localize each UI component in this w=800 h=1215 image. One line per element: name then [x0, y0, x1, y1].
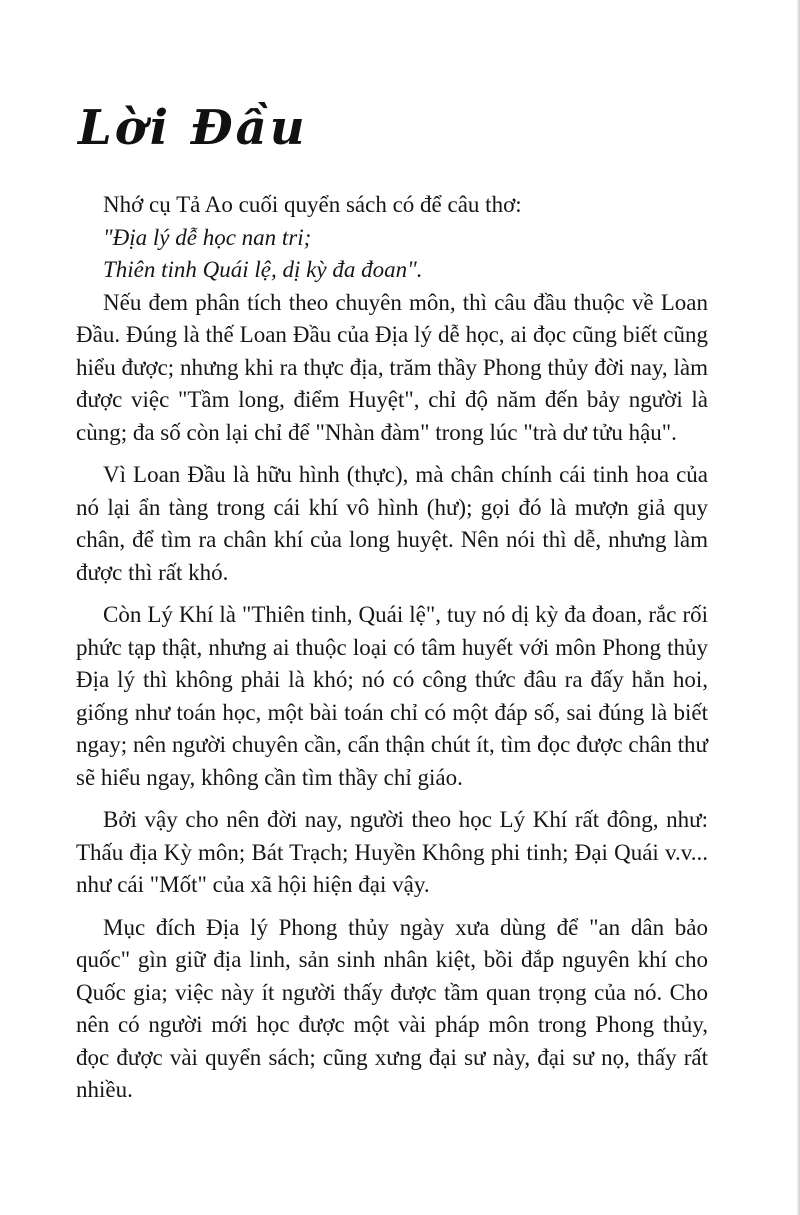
verse-line-1: "Địa lý dễ học nan tri;	[103, 224, 312, 250]
body-text	[76, 189, 708, 1117]
paragraph-loan-dau: Nếu đem phân tích theo chuyên môn, thì câu đầu thuộc về Loan Đầu. Đúng là thế Loan Đầu của Địa lý dễ học, ai đọc cũng biết cũng hiểu được; nhưng khi ra thực địa, trăm thầy Phong thủy đời nay, làm được việc "Tầm long, điểm Huyệt", chỉ độ năm đến bảy người là cùng; đa số còn lại chỉ để "Nhàn đàm" trong lúc "trà dư tửu hậu".	[76, 289, 708, 445]
paragraph-muc-dich: Mục đích Địa lý Phong thủy ngày xưa dùng để "an dân bảo quốc" gìn giữ địa linh, sản sinh nhân kiệt, bồi đắp nguyên khí cho Quốc gia; việc này ít người thấy được tầm quan trọng của nó. Cho nên có người mới học được một vài pháp môn trong Phong thủy, đọc được vài quyển sách; cũng xưng đại sư này, đại sư nọ, thấy rất nhiều.	[76, 914, 708, 1102]
paragraph-ly-khi: Còn Lý Khí là "Thiên tinh, Quái lệ", tuy nó dị kỳ đa đoan, rắc rối phức tạp thật, nhưng ai thuộc loại có tâm huyết với môn Phong thủy Địa lý thì không phải là khó; nó có công thức đâu ra đấy hẳn hoi, giống như toán học, một bài toán chỉ có một đáp số, sai đúng là biết ngay; nên người chuyên cần, cẩn thận chút ít, tìm đọc được chân thư sẽ hiểu ngay, không cần tìm thầy chỉ giáo.	[76, 602, 708, 790]
intro-line: Nhớ cụ Tả Ao cuối quyển sách có để câu thơ:	[103, 192, 522, 217]
poem-verse	[76, 222, 708, 287]
chapter-title: Lời Đầu	[78, 100, 308, 156]
paragraph-hoc-ly-khi: Bởi vậy cho nên đời nay, người theo học Lý Khí rất đông, như: Thấu địa Kỳ môn; Bát Trạch; Huyền Không phi tinh; Đại Quái v.v... như cái "Mốt" của xã hội hiện đại vậy.	[76, 807, 708, 897]
paragraph-huu-hinh: Vì Loan Đầu là hữu hình (thực), mà chân chính cái tinh hoa của nó lại ẩn tàng trong cái khí vô hình (hư); gọi đó là mượn giả quy chân, để tìm ra chân khí của long huyệt. Nên nói thì dễ, nhưng làm được thì rất khó.	[76, 462, 708, 585]
verse-line-2: Thiên tinh Quái lệ, dị kỳ đa đoan".	[103, 257, 423, 282]
